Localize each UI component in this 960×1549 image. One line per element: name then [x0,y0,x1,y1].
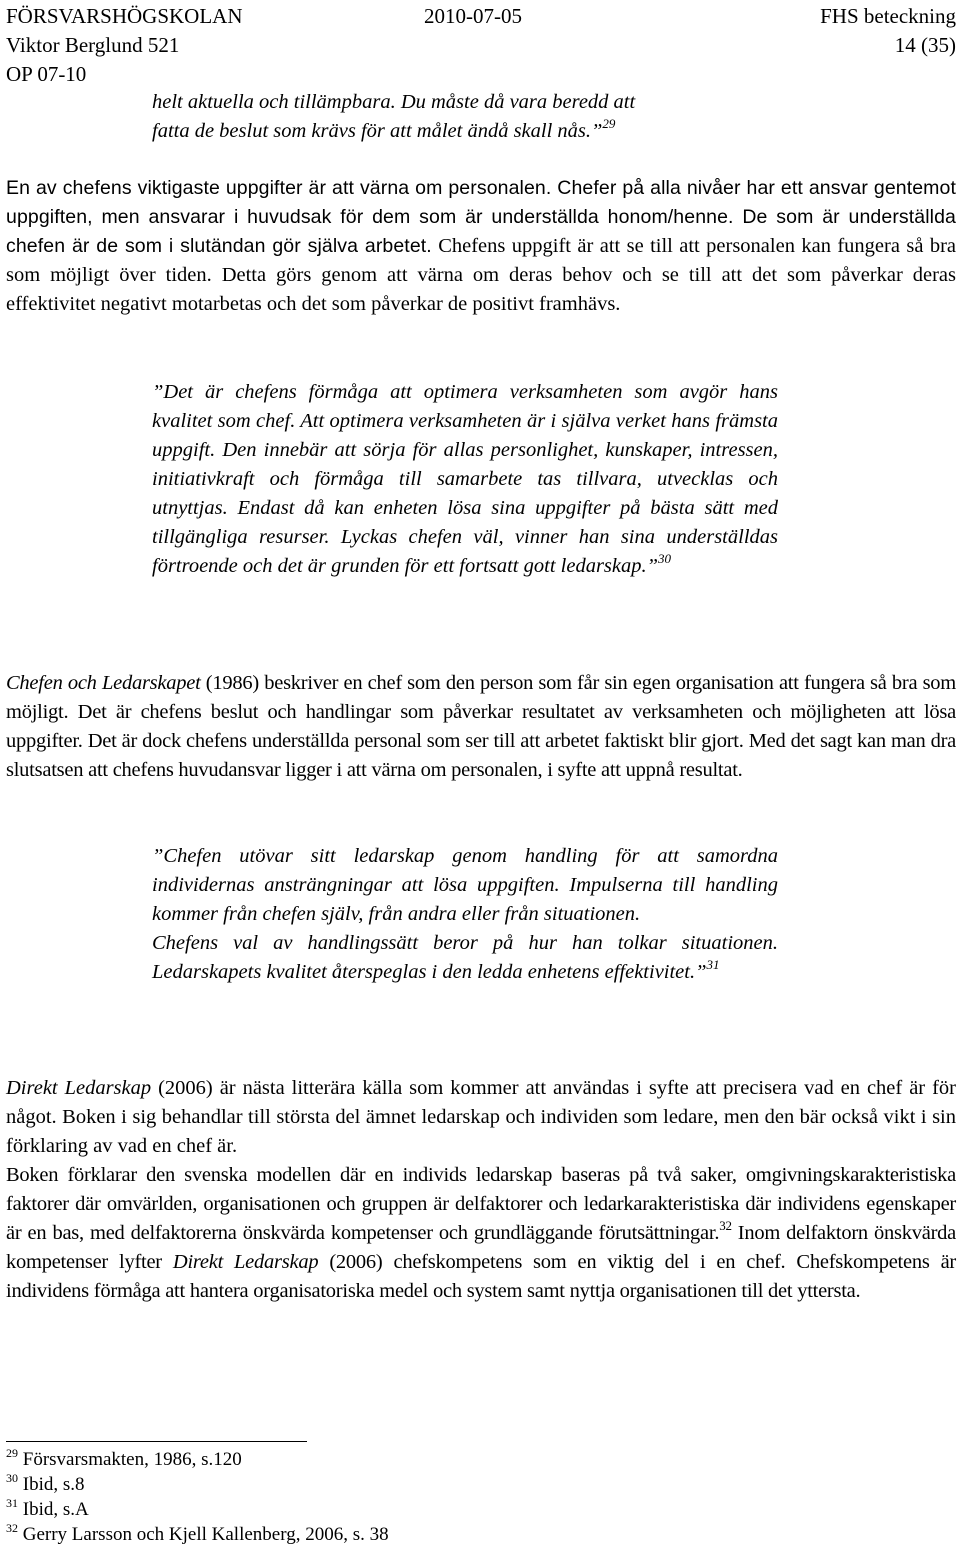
book-title-direkt-ledarskap: Direkt Ledarskap [6,1077,152,1099]
footnote-text: Ibid, s.8 [22,1474,85,1495]
footnote-ref-31: 31 [706,957,720,972]
footnote-text: Gerry Larsson och Kjell Kallenberg, 2006, s. 38 [22,1524,389,1545]
book-title-chefen-och-ledarskapet: Chefen och Ledarskapet [6,672,201,694]
book-title-direkt-ledarskap-2: Direkt Ledarskap [172,1251,319,1273]
header-school: FÖRSVARSHÖGSKOLAN [6,4,243,28]
header-author: Viktor Berglund 521 [6,33,180,57]
quote-top-line-1: helt aktuella och tillämpbara. Du måste då vara beredd att [152,91,636,113]
quote-leadership-action [152,842,778,987]
footnote-ref-32: 32 [719,1218,732,1233]
footnote-number: 32 [6,1521,18,1535]
footnote-ref-30: 30 [658,551,672,566]
quote-continuation [152,88,778,146]
paragraph-model-part-b: Inom delfaktorn önskvärda kompetenser lyfter [6,1222,956,1273]
paragraph-direkt-ledarskap [6,1074,956,1161]
footnote-number: 31 [6,1496,18,1510]
quote-optimize-text: ”Det är chefens förmåga att optimera verksamheten som avgör hans kvalitet som chef. Att optimera verksamheten är i själva verket hans främsta uppgift. Den innebär att sörja för allas personlighet, kunskaper, intressen, initiativkraft och förmåga till samarbete tas tillvara, utvecklas och utnyttjas. Endast då kan enheten lösa sina uppgifter på bästa sätt med tillgängliga resurser. Lyckas chefen väl, vinner han sina underställdas förtroende och det är grunden för ett fortsatt gott ledarskap.” [152,381,778,577]
footnote-29 [6,1447,606,1472]
header-course: OP 07-10 [6,62,87,86]
paragraph-model-part-c: (2006) chefskompetens som en viktig del i en chef. Chefskompetens är individens förmåga att hantera organisatoriska medel och system samt nyttja organisationen till det yttersta. [6,1251,957,1302]
paragraph-personnel-sans: En av chefens viktigaste uppgifter är att värna om personalen. Chefer på alla nivåer har ett ansvar gentemot uppgiften, men ansvarar i huvudsak för dem som är underställda honom/henne. De som är underställda chefen är de som i slutändan gör själva arbetet. [6,177,956,257]
paragraph-chefen-text: (1986) beskriver en chef som den person som får sin egen organisation att fungera så bra som möjligt. Det är chefens beslut och handlingar som påverkar resultatet av verksamheten och möjligheten att lösa uppgifter. Det är dock chefens underställda personal som ser till att arbetet faktiskt blir gjort. Med det sagt kan man dra slutsatsen att chefens huvudansvar ligger i att värna om personalen, i syfte att uppnå resultat. [6,672,957,781]
paragraph-personnel [6,174,956,319]
quote-leadership-action-p2: Chefens val av handlingssätt beror på hur han tolkar situationen. Ledarskapets kvalitet återspeglas i den ledda enhetens effektivitet.” [152,932,778,983]
quote-top-line-2: fatta de beslut som krävs för att målet ändå skall nås.” [152,120,603,142]
footnote-number: 29 [6,1446,18,1460]
footnote-30 [6,1472,606,1497]
paragraph-direkt-text: (2006) är nästa litterära källa som kommer att användas i syfte att precisera vad en chef är för något. Boken i sig behandlar till största del ämnet ledarskap och individen som ledare, men den bär också vikt i sin förklaring av vad en chef är. [6,1077,956,1157]
footnote-31 [6,1497,606,1522]
quote-leadership-action-p1: ”Chefen utövar sitt ledarskap genom handling för att samordna individernas ansträngningar att lösa uppgiften. Impulserna till handling kommer från chefen själv, från andra eller från situationen. [152,845,778,925]
header-date: 2010-07-05 [424,4,522,28]
paragraph-model-part-a: Boken förklarar den svenska modellen där en individs ledarskap baseras på två saker, omgivningskarakteristiska faktorer där omvärlden, organisationen och gruppen är delfaktorer och ledarkarakteristiska där individens egenskaper är en bas, med delfaktorerna önskvärda kompetenser och grundläggande förutsättningar. [6,1164,956,1244]
footnote-ref-29: 29 [602,116,616,131]
footnote-separator [6,1441,307,1442]
footnote-text: Ibid, s.A [22,1499,89,1520]
footnote-text: Försvarsmakten, 1986, s.120 [22,1449,242,1470]
footnotes [6,1447,606,1547]
paragraph-chefen-och-ledarskapet [6,669,956,785]
footnote-number: 30 [6,1471,18,1485]
header-page-number: 14 (35) [894,33,956,57]
footnote-32 [6,1522,606,1547]
header-designation: FHS beteckning [820,4,956,28]
paragraph-swedish-model [6,1161,956,1306]
quote-optimize [152,378,778,581]
paragraph-personnel-serif: Chefens uppgift är att se till att personalen kan fungera så bra som möjligt över tiden. Detta görs genom att värna om deras behov och se till att det som påverkar deras effektivitet negativt motarbetas och det som påverkar de positivt framhävs. [6,235,956,315]
